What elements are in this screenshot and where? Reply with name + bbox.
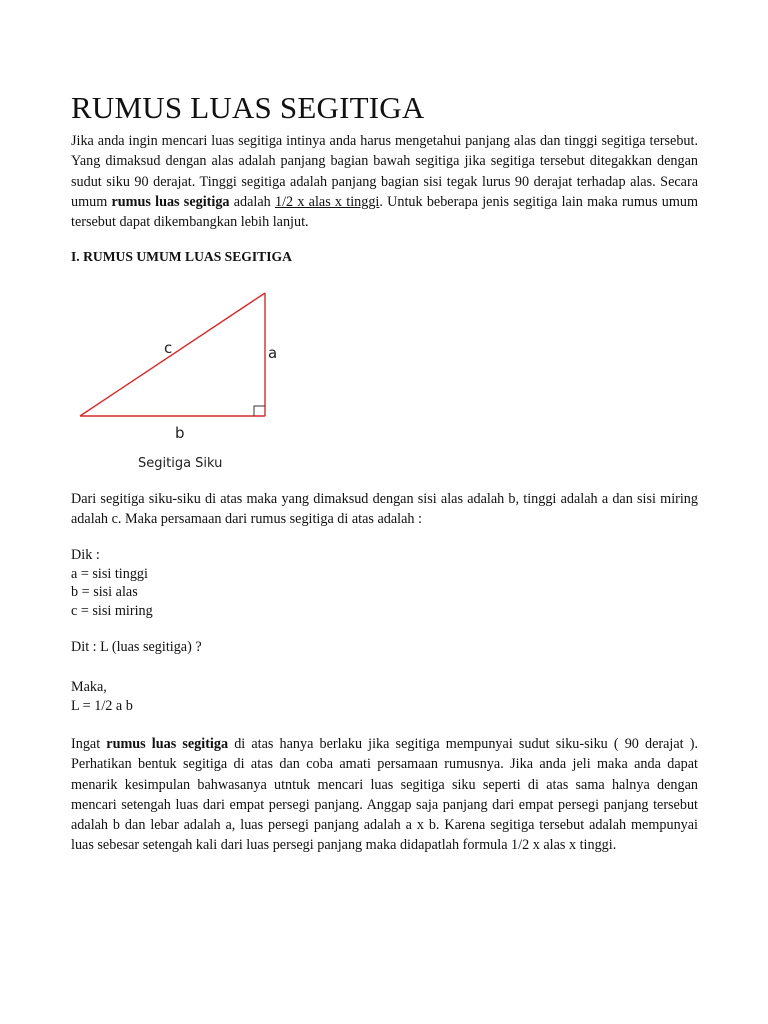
dit-line: Dit : L (luas segitiga) ?: [71, 639, 202, 655]
dik-label: Dik :: [71, 547, 100, 563]
explanation-paragraph: Dari segitiga siku-siku di atas maka yang dimaksud dengan sisi alas adalah b, tinggi adalah a dan sisi miring adalah c. Maka persamaan dari rumus segitiga di atas adalah :: [71, 491, 698, 528]
right-angle-marker: [254, 406, 265, 416]
dik-item-a: a = sisi tinggi: [71, 565, 148, 582]
closing-text-2: di atas hanya berlaku jika segitiga mempunyai sudut siku-siku ( 90 derajat ). Perhatikan bentuk segitiga di atas dan coba amati persamaan rumusnya. Jika anda jeli maka anda dapat menarik kesimpulan bahwasanya utntuk mencari luas segitiga siku seperti di atas sama halnya dengan mencari setengah luas dari empat persegi panjang. Anggap saja panjang dari empat persegi panjang tersebut adalah b dan lebar adalah a, luas persegi panjang adalah a x b. Karena segitiga tersebut adalah mempunyai luas sebesar setengah kali dari luas persegi panjang maka didapatlah formula 1/2 x alas x tinggi.: [71, 736, 698, 854]
closing-text-1: Ingat: [71, 736, 107, 752]
closing-paragraph: [71, 734, 698, 856]
hypotenuse-line: [80, 293, 265, 416]
dik-item-b: b = sisi alas: [71, 584, 138, 601]
intro-bold-term: rumus luas segitiga: [111, 193, 230, 210]
right-triangle-figure: [60, 280, 300, 450]
section-heading: I. RUMUS UMUM LUAS SEGITIGA: [71, 249, 292, 264]
dik-item-c: c = sisi miring: [71, 602, 153, 619]
formula-line: L = 1/2 a b: [71, 697, 133, 714]
intro-text-2: adalah: [229, 193, 275, 210]
dik-block: [71, 546, 153, 620]
intro-text-3: . Untuk beberapa jenis segitiga lain maka rumus umum tersebut dapat dikembangkan lebih lanjut.: [71, 193, 698, 231]
label-a: a: [268, 344, 278, 362]
page-title: RUMUS LUAS SEGITIGA: [71, 90, 425, 125]
maka-label: Maka,: [71, 679, 107, 695]
intro-formula: 1/2 x alas x tinggi: [274, 193, 380, 210]
label-b: b: [175, 424, 185, 442]
maka-block: [71, 678, 133, 715]
intro-text-1: Jika anda ingin mencari luas segitiga intinya anda harus mengetahui panjang alas dan tinggi segitiga tersebut. Yang dimaksud dengan alas adalah panjang bagian bawah segitiga jika segitiga tersebut ditegakkan dengan sudut siku 90 derajat. Tinggi segitiga adalah panjang bagian sisi tegak lurus 90 derajat terhadap alas. Secara umum: [71, 133, 698, 210]
closing-bold-term: rumus luas segitiga: [106, 736, 229, 752]
figure-caption: Segitiga Siku: [138, 456, 223, 471]
intro-paragraph: [71, 131, 698, 232]
label-c: c: [164, 339, 173, 357]
